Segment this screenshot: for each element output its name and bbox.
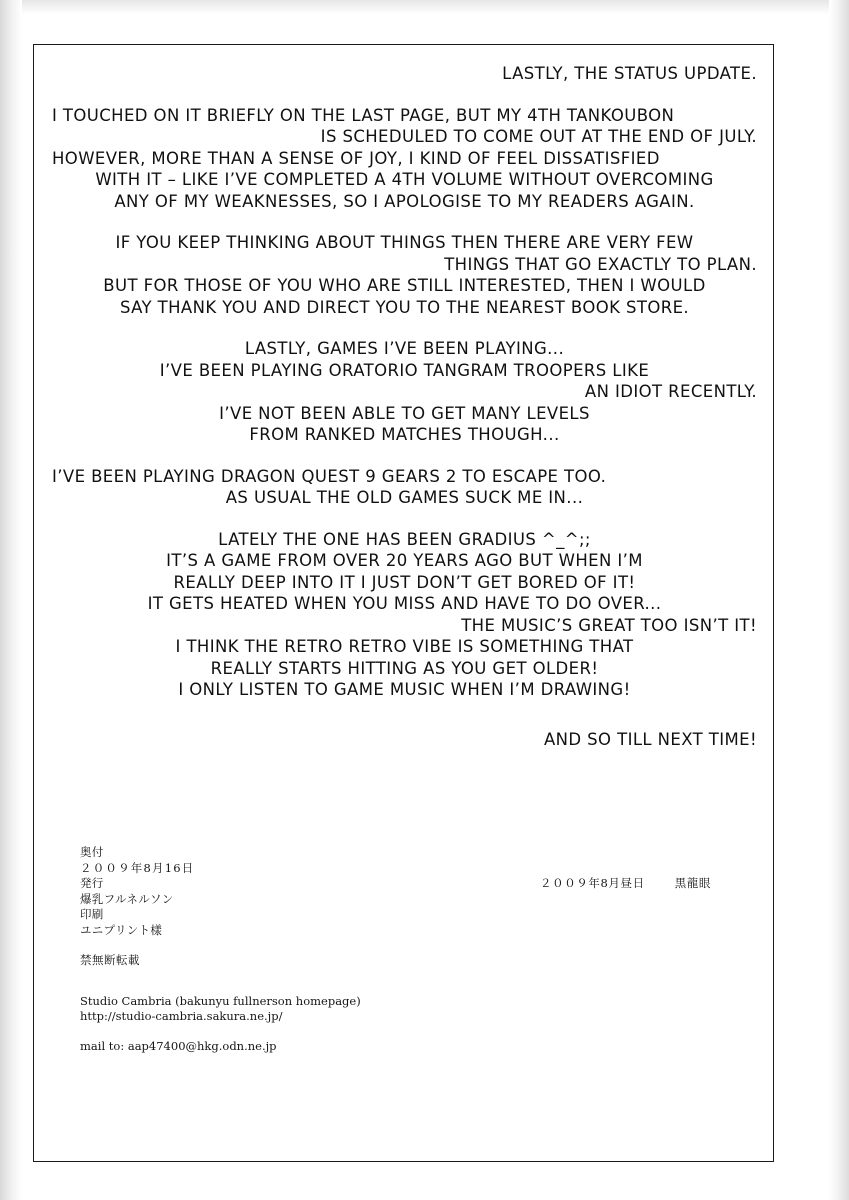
colophon (80, 845, 740, 1053)
afterword-line: IF YOU KEEP THINKING ABOUT THINGS THEN THERE ARE VERY FEW (115, 233, 694, 252)
spacer (52, 721, 757, 729)
colophon-date: ２００９年8月16日 (80, 860, 195, 875)
afterword-line: THE MUSIC’S GREAT TOO ISN’T IT! (461, 615, 757, 635)
colophon-label-okuzuke: 奥付 (80, 845, 104, 859)
afterword-block (52, 63, 757, 85)
afterword-line: WITH IT – LIKE I’VE COMPLETED A 4TH VOLUME WITHOUT OVERCOMING (95, 170, 714, 189)
colophon-japanese-block (80, 845, 740, 938)
afterword-block (52, 466, 757, 509)
colophon-signature-line (540, 875, 711, 891)
afterword-line: THINGS THAT GO EXACTLY TO PLAN. (444, 254, 757, 274)
afterword-line: LASTLY, GAMES I’VE BEEN PLAYING... (244, 339, 565, 358)
afterword-text-body (34, 63, 775, 770)
colophon-label-publish: 発行 (80, 876, 104, 890)
afterword-block (52, 105, 757, 213)
afterword-block (52, 338, 757, 446)
colophon-studio-name: Studio Cambria (bakunyu fullnerson homepage) (80, 994, 361, 1008)
afterword-block (52, 529, 757, 701)
afterword-block (52, 729, 757, 751)
page-border-frame (33, 44, 774, 1162)
afterword-line: LASTLY, THE STATUS UPDATE. (502, 64, 757, 83)
afterword-line: AS USUAL THE OLD GAMES SUCK ME IN... (225, 488, 584, 507)
afterword-line: ANY OF MY WEAKNESSES, SO I APOLOGISE TO MY READERS AGAIN. (114, 191, 695, 211)
colophon-signature-date: ２００９年8月昼日 (540, 876, 645, 890)
colophon-printer: ユニプリント樣 (80, 922, 163, 937)
page-edge-shading-top (0, 0, 849, 14)
afterword-line: LATELY THE ONE HAS BEEN GRADIUS ^_^;; (218, 529, 591, 549)
colophon-homepage-url[interactable]: http://studio-cambria.sakura.ne.jp/ (80, 1008, 283, 1023)
colophon-signature-name: 黒龍眼 (674, 876, 712, 890)
afterword-block (52, 232, 757, 318)
afterword-line: FROM RANKED MATCHES THOUGH... (249, 425, 560, 444)
page-edge-shading-right (829, 0, 849, 1200)
colophon-reprint-notice: 禁無断転載 (80, 953, 140, 967)
afterword-line: I’VE BEEN PLAYING DRAGON QUEST 9 GEARS 2 TO ESCAPE TOO. (52, 466, 607, 486)
colophon-mail-address[interactable]: mail to: aap47400@hkg.odn.ne.jp (80, 1039, 277, 1053)
afterword-closing-line: AND SO TILL NEXT TIME! (544, 729, 757, 749)
afterword-line: SAY THANK YOU AND DIRECT YOU TO THE NEAREST BOOK STORE. (119, 297, 690, 317)
afterword-line: AN IDIOT RECENTLY. (584, 382, 757, 401)
afterword-line: I THINK THE RETRO RETRO VIBE IS SOMETHING THAT (175, 637, 634, 656)
afterword-line: IT GETS HEATED WHEN YOU MISS AND HAVE TO DO OVER... (147, 594, 662, 613)
afterword-line: I’VE BEEN PLAYING ORATORIO TANGRAM TROOPERS LIKE (159, 360, 650, 380)
afterword-line: I’VE NOT BEEN ABLE TO GET MANY LEVELS (219, 403, 590, 423)
colophon-web-block (80, 994, 740, 1023)
afterword-line: REALLY STARTS HITTING AS YOU GET OLDER! (210, 658, 599, 678)
page-edge-shading-left (0, 0, 22, 1200)
afterword-line: IT’S A GAME FROM OVER 20 YEARS AGO BUT WHEN I’M (166, 551, 643, 570)
afterword-line: BUT FOR THOSE OF YOU WHO ARE STILL INTERESTED, THEN I WOULD (103, 276, 706, 295)
afterword-line: I TOUCHED ON IT BRIEFLY ON THE LAST PAGE, BUT MY 4TH TANKOUBON (52, 105, 675, 125)
afterword-line: I ONLY LISTEN TO GAME MUSIC WHEN I’M DRAWING! (178, 680, 631, 699)
afterword-line: HOWEVER, MORE THAN A SENSE OF JOY, I KIND OF FEEL DISSATISFIED (52, 148, 660, 168)
afterword-line: REALLY DEEP INTO IT I JUST DON’T GET BORED OF IT! (173, 572, 636, 592)
colophon-label-print: 印刷 (80, 907, 104, 921)
afterword-line: IS SCHEDULED TO COME OUT AT THE END OF JULY. (320, 127, 757, 146)
colophon-publisher: 爆乳フルネルソン (80, 891, 174, 906)
